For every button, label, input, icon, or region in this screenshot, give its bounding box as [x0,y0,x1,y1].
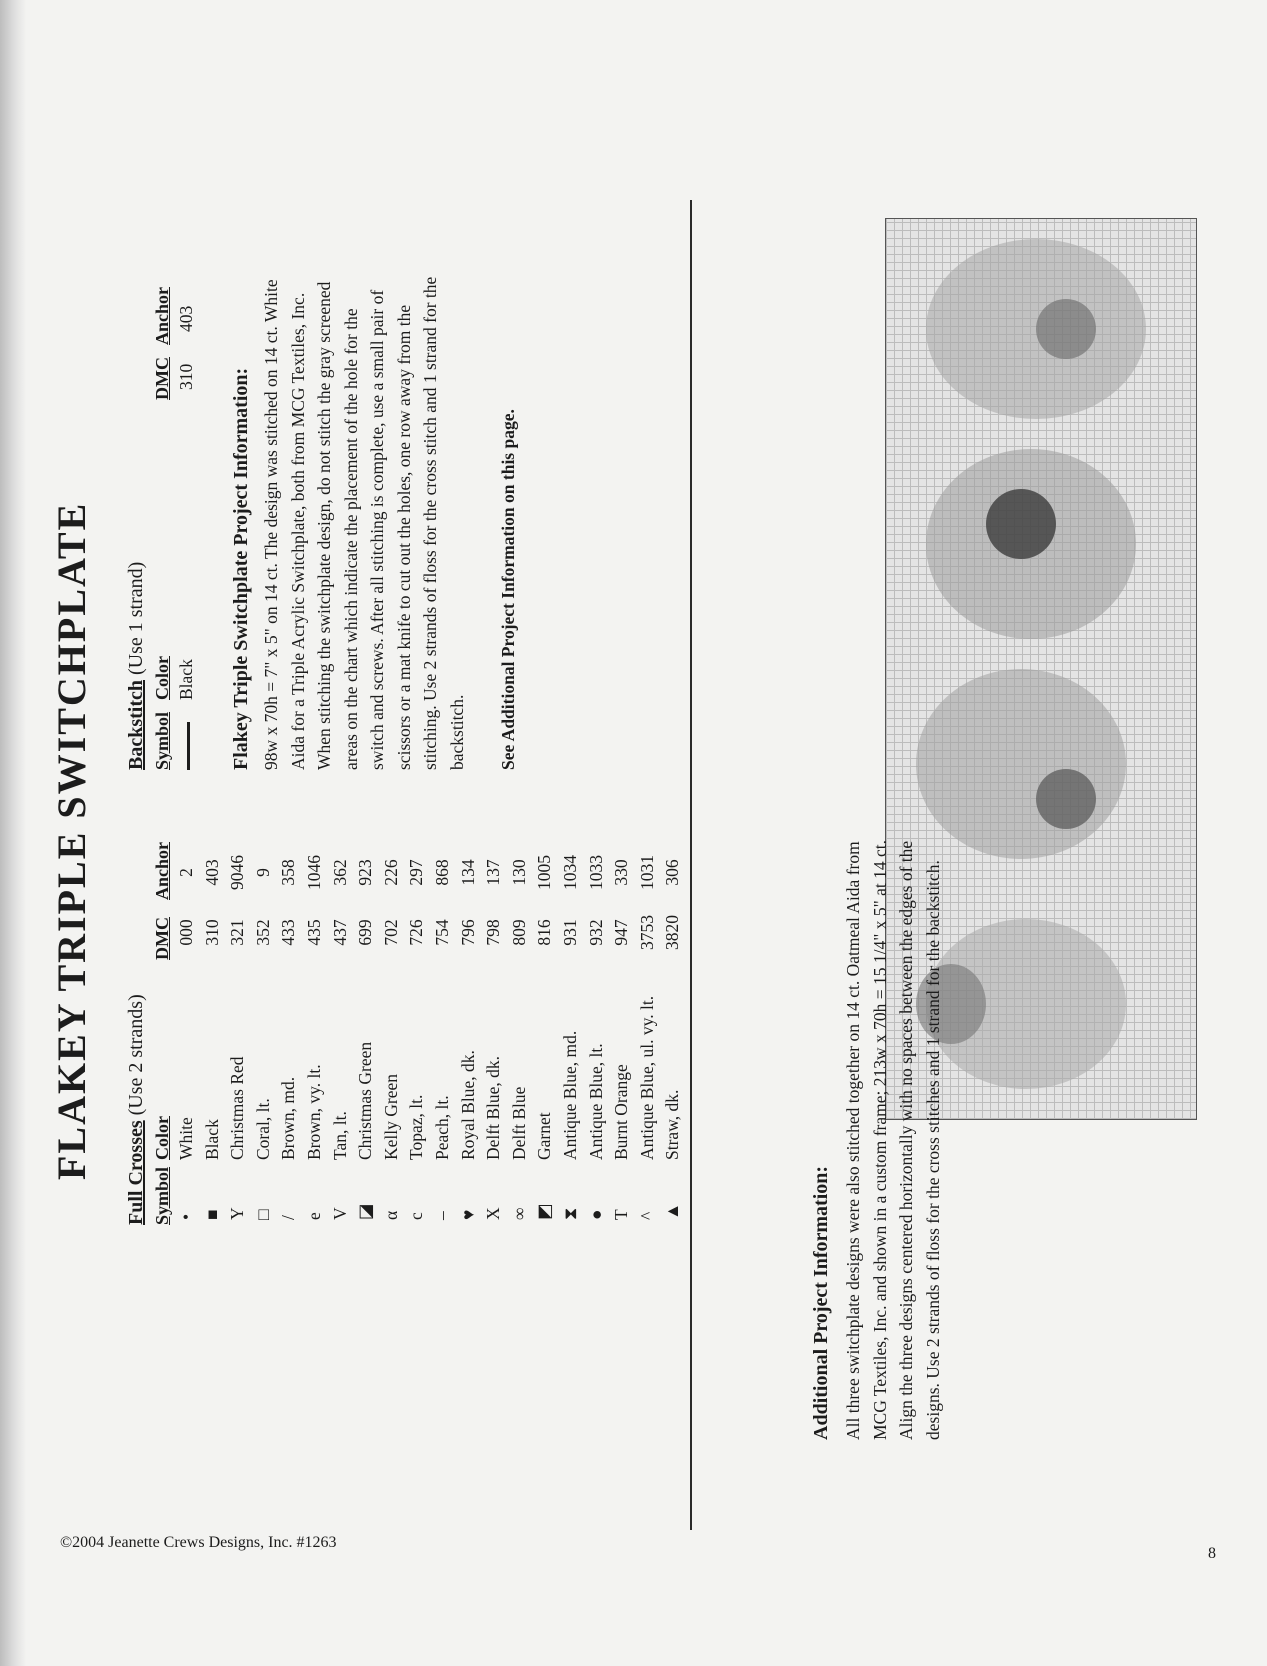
fc-color-10: Peach, lt. [432,1095,452,1160]
fc-symbol-18: ^ [636,1211,657,1220]
copyright-footer: ©2004 Jeanette Crews Designs, Inc. #1263 [60,1534,337,1551]
fc-color-9: Topaz, lt. [406,1094,427,1160]
fc-dmc-15: 931 [560,919,580,946]
fc-anchor-17: 330 [611,859,632,886]
fc-color-3: Coral, lt. [252,1098,273,1160]
fc-header-dmc: DMC [152,917,172,960]
binding-edge [0,0,26,1666]
fc-symbol-7: ◪ [355,1203,376,1220]
fc-color-6: Tan, lt. [329,1111,350,1160]
fc-dmc-8: 702 [380,919,401,946]
fc-color-16: Antique Blue, lt. [585,1043,606,1160]
fc-anchor-0: 2 [176,868,196,877]
fc-symbol-11: ♥ [457,1209,478,1220]
fc-header-color: Color [152,1116,172,1160]
fc-symbol-19: ▲ [662,1202,683,1220]
fc-dmc-11: 796 [457,919,478,946]
fc-anchor-7: 923 [355,859,376,886]
fc-symbol-9: c [406,1212,427,1220]
fc-symbol-1: ■ [201,1209,222,1220]
fc-color-7: Christmas Green [355,1041,376,1160]
see-additional-info: See Additional Project Information on this page. [498,409,518,770]
fc-anchor-3: 9 [252,868,273,877]
fc-symbol-5: e [304,1212,324,1220]
additional-info-title: Additional Project Information: [810,1165,832,1440]
fc-dmc-9: 726 [406,919,427,946]
fc-dmc-10: 754 [432,919,452,946]
fc-anchor-18: 1031 [636,855,657,890]
fc-header-anchor: Anchor [152,842,172,900]
fc-color-2: Christmas Red [227,1056,248,1160]
full-crosses-note: (Use 2 strands) [125,994,147,1116]
fc-color-4: Brown, md. [278,1076,299,1160]
rotated-page-content [40,170,1140,1600]
fc-anchor-5: 1046 [304,855,324,890]
fc-anchor-4: 358 [278,859,299,886]
fc-dmc-3: 352 [252,919,273,946]
snowman-shovel [1036,769,1096,829]
fc-anchor-15: 1034 [560,855,580,890]
project-info-title: Flakey Triple Switchplate Project Information: [230,367,252,770]
fc-anchor-8: 226 [380,859,401,886]
fc-dmc-18: 3753 [636,915,657,950]
fc-dmc-16: 932 [585,919,606,946]
fc-anchor-14: 1005 [534,855,555,890]
bs-dmc: 310 [176,363,196,390]
fc-dmc-1: 310 [201,919,222,946]
snowman-figure-2 [916,669,1126,859]
snowman-cat [986,489,1056,559]
fc-anchor-19: 306 [662,859,683,886]
fc-color-14: Garnet [534,1112,555,1160]
fc-symbol-6: V [329,1207,350,1220]
fc-symbol-16: ● [585,1209,606,1220]
fc-dmc-0: 000 [176,919,196,946]
fc-symbol-2: Y [227,1207,248,1220]
backstitch-line-symbol [187,722,190,770]
page-title: FLAKEY TRIPLE SWITCHPLATE [49,501,94,1180]
backstitch-label: Backstitch [125,680,147,770]
backstitch-note: (Use 1 strand) [125,561,147,675]
fc-color-19: Straw, dk. [662,1089,683,1160]
fc-symbol-8: α [380,1210,401,1220]
fc-color-8: Kelly Green [380,1073,401,1160]
fc-anchor-2: 9046 [227,855,248,890]
fc-dmc-4: 433 [278,919,299,946]
fc-dmc-7: 699 [355,919,376,946]
fc-anchor-1: 403 [201,859,222,886]
fc-symbol-10: – [432,1211,452,1220]
fc-symbol-14: ◩ [534,1203,555,1220]
bs-header-color: Color [152,656,172,700]
fc-header-symbol: Symbol [152,1166,172,1225]
fc-color-11: Royal Blue, dk. [457,1050,478,1160]
fc-symbol-0: • [176,1213,196,1220]
fc-color-1: Black [201,1119,222,1160]
fc-anchor-13: 130 [508,859,529,886]
fc-symbol-13: ∞ [508,1207,529,1220]
fc-dmc-5: 435 [304,919,324,946]
fc-dmc-2: 321 [227,919,248,946]
bs-header-dmc: DMC [152,357,172,400]
fc-color-18: Antique Blue, ul. vy. lt. [636,995,657,1160]
fc-dmc-14: 816 [534,919,555,946]
project-info-body: 98w x 70h = 7" x 5" on 14 ct. The design was stitched on 14 ct. White Aida for a Triple Acrylic Switchplate, both from MCG Textiles, Inc. When stitching the switchplate design, do not stitch the gray screened areas on the chart which indicate the placement of the hole for the switch and screws. After all stitching is complete, use a small pair of scissors or a mat knife to cut out the holes, one row away from the stitching. Use 2 strands of floss for the cross stitch and 1 strand for the backstitch. [261,276,467,770]
fc-color-17: Burnt Orange [611,1064,632,1160]
bs-header-anchor: Anchor [152,287,172,345]
fc-symbol-12: X [483,1207,504,1220]
page-number: 8 [1208,1545,1216,1562]
bs-header-symbol: Symbol [152,711,172,770]
fc-anchor-6: 362 [329,859,350,886]
fc-color-13: Delft Blue [508,1086,529,1160]
bs-color: Black [176,659,196,700]
section-divider [690,200,692,1530]
fc-dmc-13: 809 [508,919,529,946]
snowman-broom [1036,299,1096,359]
fc-color-12: Delft Blue, dk. [483,1055,504,1160]
bs-anchor: 403 [176,305,196,332]
fc-dmc-6: 437 [329,919,350,946]
fc-color-5: Brown, vy. lt. [304,1064,324,1160]
full-crosses-label: Full Crosses [125,1120,147,1225]
fc-anchor-11: 134 [457,859,478,886]
fc-symbol-15: ⧗ [560,1207,580,1220]
fc-color-0: White [176,1117,196,1160]
fc-anchor-10: 868 [432,859,452,886]
fc-dmc-12: 798 [483,919,504,946]
fc-anchor-12: 137 [483,859,504,886]
fc-symbol-3: □ [252,1209,273,1220]
fc-dmc-19: 3820 [662,915,683,950]
fc-symbol-4: / [278,1215,299,1220]
fc-dmc-17: 947 [611,919,632,946]
additional-info-body: All three switchplate designs were also stitched together on 14 ct. Oatmeal Aida from MCG Textiles, Inc. and shown in a custom frame; 213w x 70h = 15 1/4" x 5" at 14 ct. Align the three designs centered horizontally with no spaces between the edges of the designs. Use 2 strands of floss for the cross stitches and 1 strand for the backstitch. [843,839,943,1440]
fc-anchor-16: 1033 [585,855,606,890]
full-crosses-heading [125,994,148,1225]
fc-symbol-17: T [611,1209,632,1220]
fc-color-15: Antique Blue, md. [560,1030,580,1160]
fc-anchor-9: 297 [406,859,427,886]
backstitch-heading [125,562,148,770]
